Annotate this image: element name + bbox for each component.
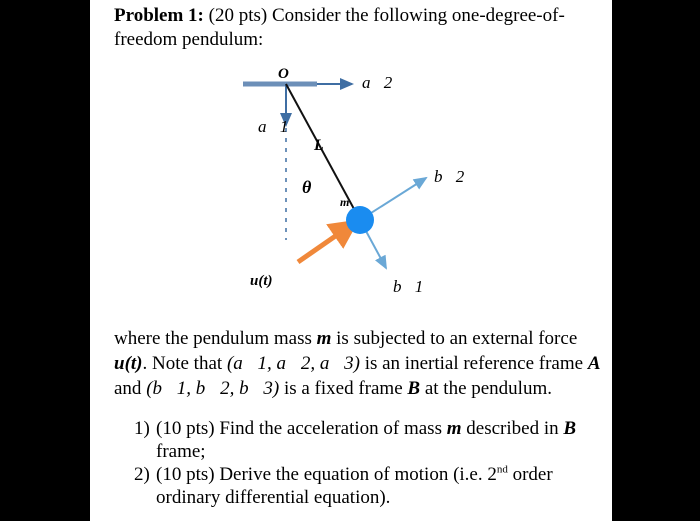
desc-text-1: where the pendulum mass: [114, 328, 312, 349]
question-mass-symbol: m: [446, 418, 462, 439]
length-label: L: [314, 137, 324, 154]
question-number: 2): [134, 464, 150, 485]
desc-b-frame: (b⃗1, b⃗2, b⃗3): [146, 378, 280, 399]
problem-intro: (20 pts) Consider the following one-degree-of-freedom pendulum:: [114, 5, 565, 50]
desc-mass-symbol: m: [316, 328, 332, 349]
question-number: 1): [134, 418, 150, 439]
question-text: (10 pts) Derive the equation of motion (i.e. 2: [156, 464, 497, 485]
force-arrow: [298, 228, 347, 262]
desc-frame-A: A: [587, 353, 601, 374]
force-label: u(t): [250, 273, 273, 289]
question-item: [134, 464, 614, 509]
desc-text-5: and: [114, 378, 142, 399]
document-page: [90, 0, 612, 521]
b1-label: b⃗1: [393, 277, 424, 296]
mass-label: m: [340, 195, 350, 209]
a1-label: a⃗1: [258, 117, 289, 136]
origin-label: O: [278, 66, 289, 82]
question-text: order ordinary differential equation).: [156, 464, 553, 508]
left-black-border: [0, 0, 90, 521]
desc-text-2: is subjected to an external force: [336, 328, 578, 349]
problem-label: Problem 1:: [114, 5, 204, 26]
question-text: frame;: [156, 440, 206, 462]
description-paragraph: [114, 326, 614, 401]
desc-text-7: at the pendulum.: [424, 378, 552, 399]
desc-force-symbol: u(t): [114, 353, 143, 374]
question-frame-B: B: [563, 418, 577, 439]
theta-label: θ: [302, 177, 312, 197]
question-text: described in: [466, 418, 559, 439]
right-black-border: [612, 0, 700, 521]
ordinal-superscript: nd: [496, 463, 508, 476]
question-text: (10 pts) Find the acceleration of mass: [156, 418, 442, 439]
question-item: [134, 418, 614, 463]
desc-a-frame: (a⃗1, a⃗2, a⃗3): [226, 353, 360, 374]
b2-label: b⃗2: [434, 167, 465, 186]
desc-frame-B: B: [407, 378, 421, 399]
desc-text-3: . Note that: [142, 353, 223, 374]
desc-text-4: is an inertial reference frame: [364, 353, 584, 374]
pendulum-mass: [346, 206, 374, 234]
desc-text-6: is a fixed frame: [283, 378, 403, 399]
a2-label: a⃗2: [362, 73, 393, 92]
question-list: [134, 418, 614, 510]
